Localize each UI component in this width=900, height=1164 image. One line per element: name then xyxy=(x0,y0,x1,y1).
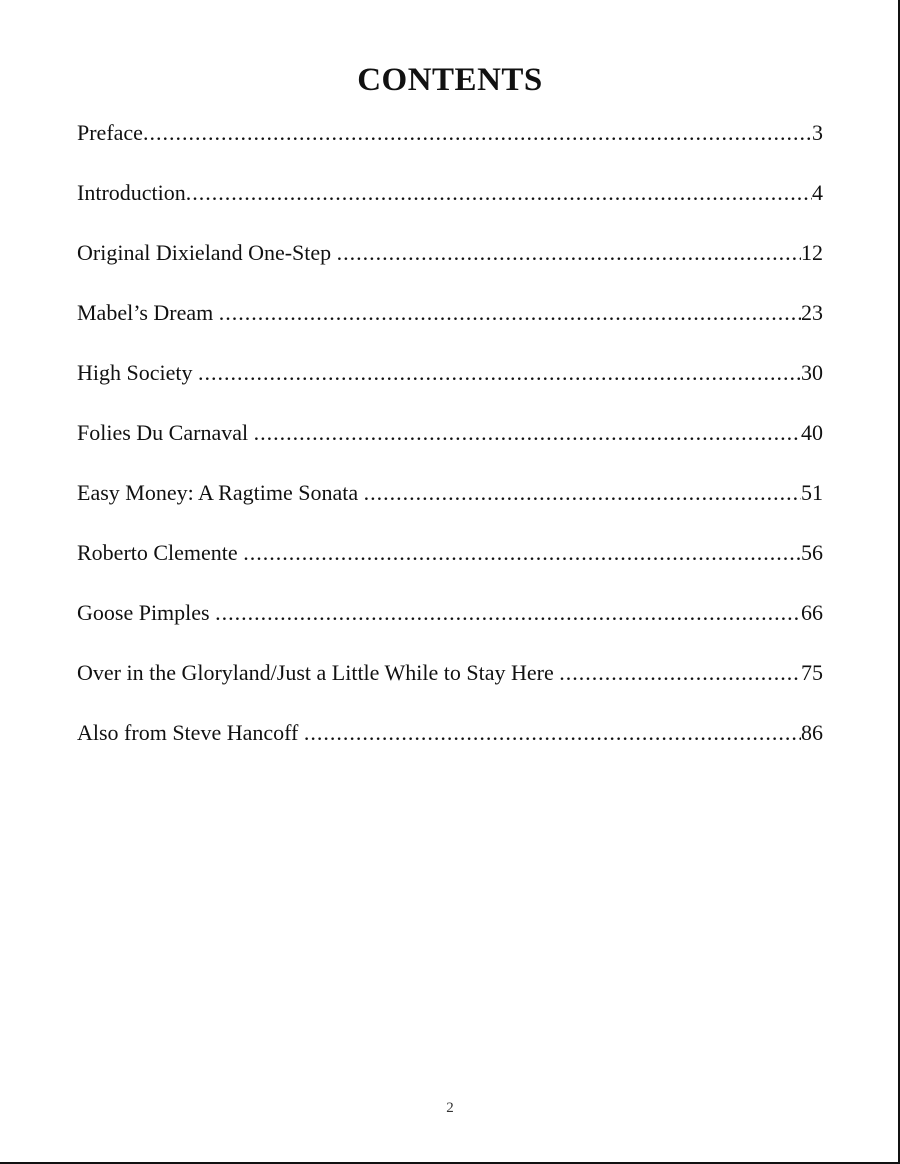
toc-entry-mabels-dream[interactable] xyxy=(77,296,823,356)
toc-dot-leader xyxy=(198,356,801,390)
toc-dot-leader xyxy=(364,476,801,510)
toc-entry-label: High Society xyxy=(77,360,198,385)
toc-dot-leader xyxy=(337,236,801,270)
toc-entry-label: Preface xyxy=(77,120,143,145)
table-of-contents xyxy=(77,116,823,776)
toc-entry-high-society[interactable] xyxy=(77,356,823,416)
toc-dot-leader xyxy=(304,716,801,750)
page-number: 2 xyxy=(446,1100,454,1116)
toc-entry-label: Easy Money: A Ragtime Sonata xyxy=(77,480,364,505)
toc-entry-page: 75 xyxy=(801,660,823,685)
toc-entry-goose-pimples[interactable] xyxy=(77,596,823,656)
toc-entry-page: 3 xyxy=(812,120,823,145)
toc-entry-label: Also from Steve Hancoff xyxy=(77,720,304,745)
toc-dot-leader xyxy=(559,656,801,690)
toc-entry-easy-money[interactable] xyxy=(77,476,823,536)
toc-entry-folies-du-carnaval[interactable] xyxy=(77,416,823,476)
page-title: CONTENTS xyxy=(357,62,543,99)
toc-dot-leader xyxy=(143,116,812,150)
toc-entry-label: Folies Du Carnaval xyxy=(77,420,254,445)
toc-entry-page: 4 xyxy=(812,180,823,205)
toc-dot-leader xyxy=(186,176,812,210)
toc-entry-page: 12 xyxy=(801,240,823,265)
toc-dot-leader xyxy=(254,416,801,450)
toc-entry-introduction[interactable] xyxy=(77,176,823,236)
toc-entry-page: 23 xyxy=(801,300,823,325)
toc-entry-original-dixieland-one-step[interactable] xyxy=(77,236,823,296)
toc-entry-preface[interactable] xyxy=(77,116,823,176)
toc-entry-page: 56 xyxy=(801,540,823,565)
toc-entry-also-from-steve-hancoff[interactable] xyxy=(77,716,823,776)
toc-entry-page: 51 xyxy=(801,480,823,505)
toc-entry-label: Goose Pimples xyxy=(77,600,216,625)
toc-entry-page: 86 xyxy=(801,720,823,745)
toc-dot-leader xyxy=(215,596,801,630)
toc-entry-over-in-the-gloryland[interactable] xyxy=(77,656,823,716)
toc-entry-label: Roberto Clemente xyxy=(77,540,244,565)
toc-entry-label: Original Dixieland One-Step xyxy=(77,240,337,265)
toc-entry-page: 40 xyxy=(801,420,823,445)
toc-entry-roberto-clemente[interactable] xyxy=(77,536,823,596)
toc-entry-page: 66 xyxy=(801,600,823,625)
toc-entry-label: Over in the Gloryland/Just a Little While to Stay Here xyxy=(77,660,560,685)
toc-dot-leader xyxy=(219,296,801,330)
toc-dot-leader xyxy=(243,536,801,570)
toc-entry-page: 30 xyxy=(801,360,823,385)
toc-entry-label: Introduction xyxy=(77,180,186,205)
toc-entry-label: Mabel’s Dream xyxy=(77,300,219,325)
